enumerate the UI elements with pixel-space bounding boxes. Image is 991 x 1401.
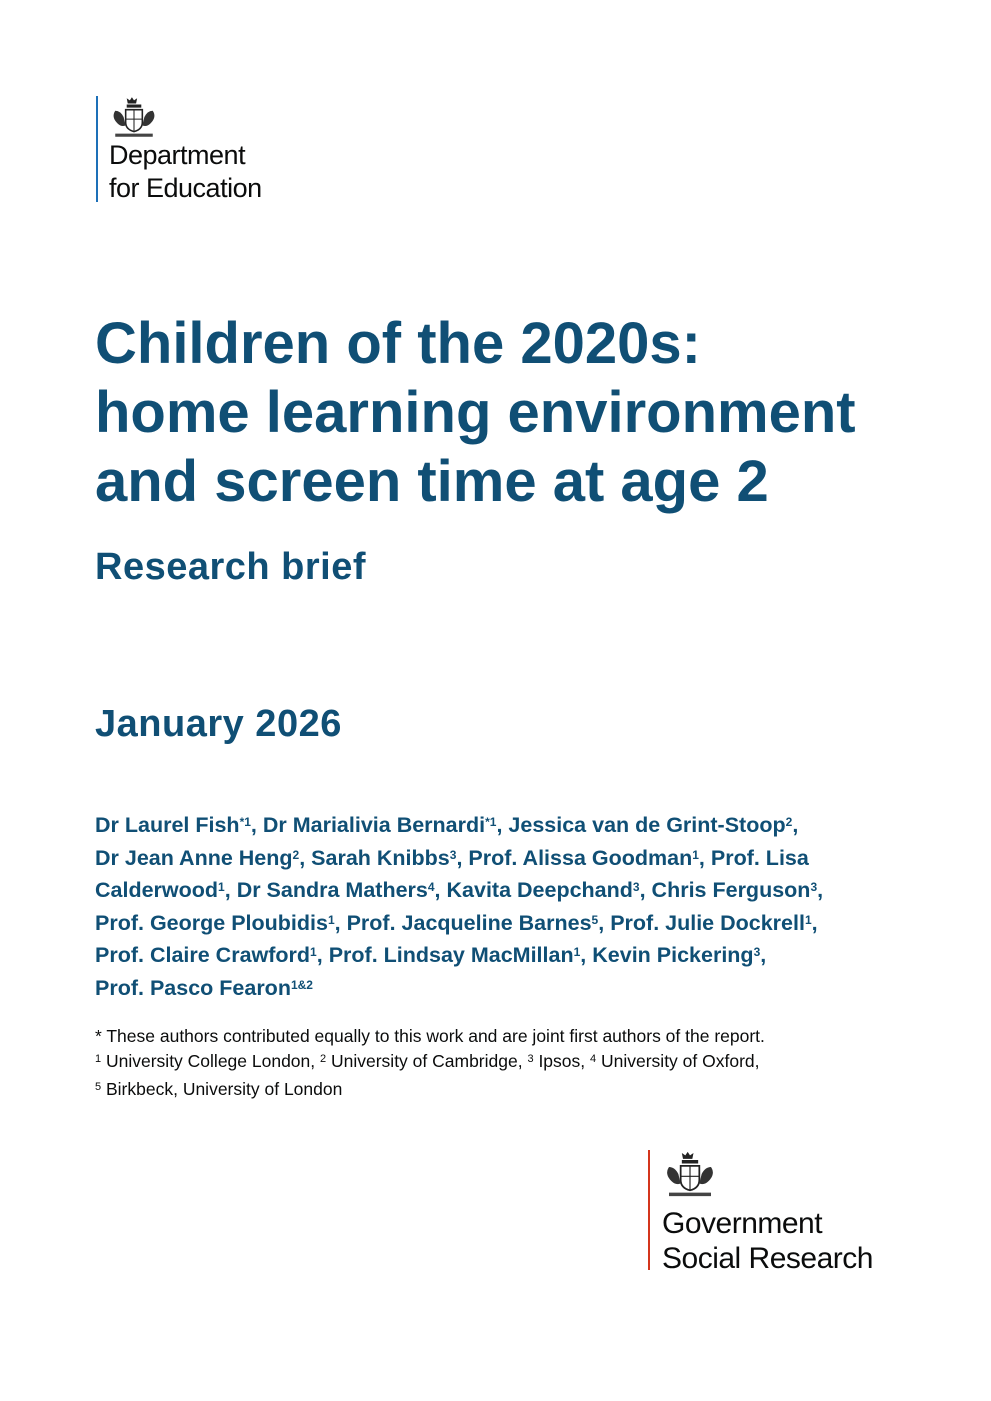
publication-date: January 2026 [95, 703, 342, 745]
affiliation-marker: 3 [753, 945, 761, 959]
government-social-research-logo [648, 1150, 873, 1275]
gsr-logo-line-1: Government [662, 1207, 823, 1240]
separator: , [792, 813, 799, 837]
author-name: Prof. George Ploubidis [95, 910, 328, 935]
affiliation-marker: *1 [239, 815, 251, 829]
author-name: Dr Marialivia Bernardi [262, 813, 486, 837]
separator: , [639, 878, 652, 902]
dfe-logo-line-2: for Education [109, 173, 262, 203]
author-notes [95, 1024, 765, 1102]
author-name: Chris Ferguson [651, 878, 811, 902]
separator: , [316, 943, 329, 967]
gsr-logo-line-2: Social Research [662, 1242, 873, 1275]
author-line [95, 809, 823, 842]
separator: , [698, 845, 711, 870]
affiliation-marker: 1&2 [290, 977, 313, 992]
author-name: Prof. Lisa [710, 845, 809, 870]
affiliation-marker: 2 [785, 815, 793, 829]
affiliation-name: Birkbeck, University of London [101, 1079, 343, 1099]
separator: , [580, 943, 593, 967]
author-name: Jessica van de Grint-Stoop [508, 813, 786, 837]
separator: , [598, 910, 611, 935]
affiliation-marker: 4 [427, 880, 435, 894]
affiliation-number: 5 [95, 1081, 102, 1093]
affiliation-marker: 1 [310, 945, 317, 959]
affiliation-number: 2 [320, 1053, 327, 1065]
affiliation-marker: *1 [485, 815, 497, 829]
royal-coat-of-arms-icon [662, 1150, 718, 1198]
title-line-1: Children of the 2020s: [95, 311, 701, 376]
author-name: Prof. Jacqueline Barnes [346, 910, 592, 935]
affiliation-marker: 1 [327, 912, 335, 927]
title-line-2: home learning environment [95, 380, 856, 445]
separator: , [811, 910, 818, 935]
separator: , [496, 813, 509, 837]
separator: , [817, 878, 824, 902]
department-for-education-logo [96, 96, 262, 202]
author-name: Sarah Knibbs [311, 845, 450, 870]
report-title [95, 309, 856, 516]
author-list [95, 809, 823, 1004]
author-name: Prof. Lindsay MacMillan [328, 943, 574, 967]
separator: , [760, 943, 767, 967]
title-line-3: and screen time at age 2 [95, 449, 769, 514]
author-name: Prof. Claire Crawford [95, 943, 311, 967]
royal-coat-of-arms-icon [109, 96, 159, 138]
author-name: Prof. Alissa Goodman [468, 845, 693, 870]
author-name: Prof. Pasco Fearon [95, 975, 291, 1000]
affiliation-number: 4 [590, 1053, 597, 1065]
author-line [95, 939, 823, 972]
author-line [95, 842, 823, 875]
author-name: Kevin Pickering [592, 943, 754, 967]
author-name: Dr Laurel Fish [95, 813, 240, 837]
affiliation-marker: 5 [591, 912, 599, 927]
author-name: Prof. Julie Dockrell [610, 910, 805, 935]
author-line [95, 874, 823, 907]
affiliation-marker: 1 [218, 880, 225, 894]
author-name: Kavita Deepchand [446, 878, 633, 902]
author-name: Calderwood [95, 878, 219, 902]
report-subtitle: Research brief [95, 546, 367, 588]
affiliations-line-2 [95, 1077, 765, 1102]
author-name: Dr Sandra Mathers [236, 878, 428, 902]
affiliation-name: University College London, [101, 1051, 320, 1071]
separator: , [250, 813, 263, 837]
separator: , [334, 910, 347, 935]
affiliation-marker: 3 [632, 880, 640, 894]
affiliation-name: University of Oxford, [596, 1051, 760, 1071]
affiliation-marker: 3 [810, 880, 818, 894]
separator: , [434, 878, 447, 902]
author-name: Dr Jean Anne Heng [95, 845, 293, 870]
affiliation-name: University of Cambridge, [326, 1051, 528, 1071]
affiliations-line-1 [95, 1049, 765, 1074]
equal-contribution-note: * These authors contributed equally to this work and are joint first authors of the report. [95, 1026, 765, 1046]
author-line [95, 972, 823, 1005]
separator: , [224, 878, 237, 902]
affiliation-marker: 1 [804, 912, 812, 927]
affiliation-marker: 1 [692, 847, 699, 862]
affiliation-name: Ipsos, [533, 1051, 590, 1071]
affiliation-marker: 1 [573, 945, 581, 959]
affiliation-number: 1 [95, 1053, 102, 1065]
dfe-logo-line-1: Department [109, 140, 246, 170]
affiliation-marker: 3 [449, 847, 457, 862]
author-line [95, 907, 823, 940]
separator: , [299, 845, 312, 870]
separator: , [456, 845, 469, 870]
affiliation-number: 3 [527, 1053, 534, 1065]
affiliation-marker: 2 [292, 847, 300, 862]
